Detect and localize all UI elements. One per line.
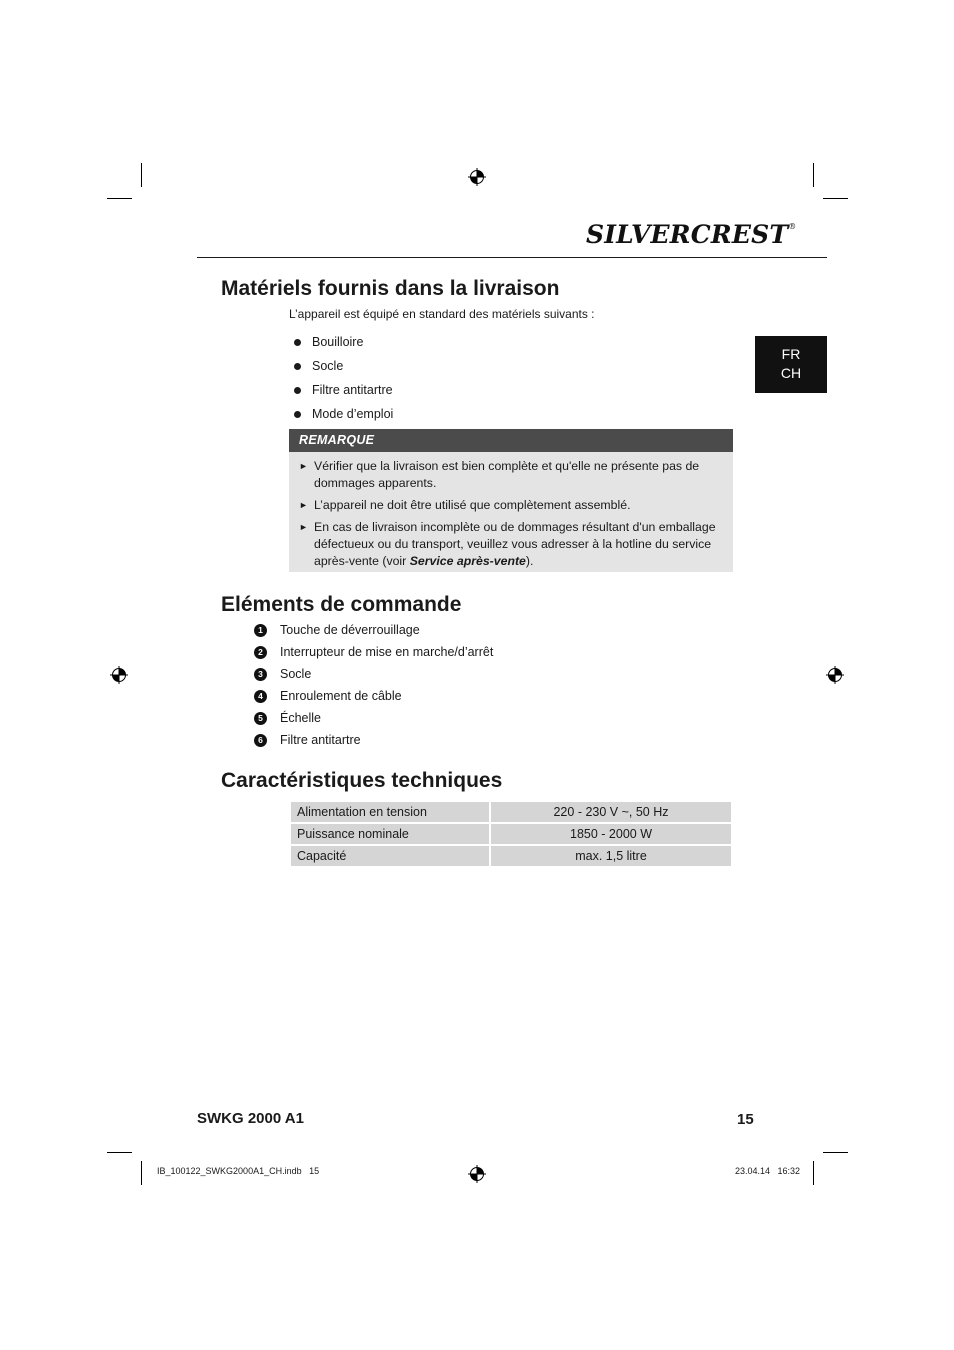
spec-key: Alimentation en tension [291, 802, 489, 822]
list-item [294, 330, 393, 354]
note-item [299, 458, 719, 492]
service-reference: Service après-vente [409, 554, 526, 568]
list-item [294, 402, 393, 426]
note-item-body [314, 519, 719, 570]
registration-mark-icon [110, 666, 128, 684]
part-number-badge: 1 [254, 624, 267, 637]
crop-mark [107, 198, 132, 199]
list-item-label: Bouilloire [312, 335, 364, 349]
part-label: Enroulement de câble [280, 689, 402, 703]
list-item [254, 619, 493, 641]
section-title-controls: Eléments de commande [221, 593, 462, 616]
section-title-specs: Caractéristiques techniques [221, 769, 503, 792]
part-number-badge: 3 [254, 668, 267, 681]
list-item [254, 685, 493, 707]
crop-mark [141, 1161, 142, 1185]
note-item-text: Vérifier que la livraison est bien complète et qu'elle ne présente pas de dommages apparents. [314, 459, 700, 490]
part-label: Touche de déverrouillage [280, 623, 420, 637]
brand-logo [586, 220, 796, 249]
note-item-text: L’appareil ne doit être utilisé que complètement assemblé. [314, 498, 631, 512]
note-title: REMARQUE [289, 429, 733, 452]
bullet-icon [294, 411, 301, 418]
crop-mark [823, 1152, 848, 1153]
crop-mark [823, 198, 848, 199]
specs-table [289, 800, 733, 868]
part-label: Filtre antitartre [280, 733, 361, 747]
arrow-right-icon: ► [299, 522, 308, 532]
language-tab [755, 336, 827, 393]
note-item [299, 519, 719, 570]
crop-mark [813, 1161, 814, 1185]
print-slug-file: IB_100122_SWKG2000A1_CH.indb 15 [157, 1166, 320, 1176]
arrow-right-icon: ► [299, 500, 308, 510]
list-item-label: Filtre antitartre [312, 383, 393, 397]
part-label: Échelle [280, 711, 321, 725]
footer-model: SWKG 2000 A1 [197, 1110, 304, 1127]
note-list [289, 452, 733, 570]
list-item [294, 354, 393, 378]
note-item-closing: ). [525, 554, 534, 568]
bullet-icon [294, 339, 301, 346]
spec-value: 1850 - 2000 W [491, 824, 731, 844]
spec-key: Capacité [291, 846, 489, 866]
brand-logo-text: SILVERCREST [586, 220, 789, 249]
controls-list [254, 619, 493, 751]
list-item-label: Socle [312, 359, 344, 373]
supplied-items-intro: L’appareil est équipé en standard des matériels suivants : [289, 307, 595, 321]
part-number-badge: 4 [254, 690, 267, 703]
registration-mark-icon [468, 1165, 486, 1183]
part-number-badge: 5 [254, 712, 267, 725]
language-tab-line1: FR [781, 346, 801, 362]
list-item [254, 729, 493, 751]
note-box [289, 429, 733, 572]
registration-mark-icon [826, 666, 844, 684]
table-row [291, 824, 731, 844]
spec-value: max. 1,5 litre [491, 846, 731, 866]
list-item [254, 663, 493, 685]
print-slug-date: 23.04.14 16:32 [735, 1166, 801, 1176]
part-label: Socle [280, 667, 312, 681]
part-number-badge: 2 [254, 646, 267, 659]
note-item [299, 497, 719, 514]
bullet-icon [294, 363, 301, 370]
bullet-icon [294, 387, 301, 394]
registration-mark-icon [468, 168, 486, 186]
page-number: 15 [737, 1111, 754, 1128]
arrow-right-icon: ► [299, 461, 308, 471]
list-item [294, 378, 393, 402]
spec-value: 220 - 230 V ~, 50 Hz [491, 802, 731, 822]
registered-mark: ® [788, 222, 797, 231]
list-item [254, 707, 493, 729]
table-row [291, 846, 731, 866]
supplied-items-list [294, 330, 393, 426]
part-number-badge: 6 [254, 734, 267, 747]
note-item-text: En cas de livraison incomplète ou de dommages résultant d'un emballage défectueux ou du transport, veuillez vous adresser à la hotline du service après-vente (voir [314, 520, 716, 568]
list-item [254, 641, 493, 663]
list-item-label: Mode d’emploi [312, 407, 394, 421]
crop-mark [813, 163, 814, 187]
section-title-supplied-items: Matériels fournis dans la livraison [221, 277, 560, 300]
crop-mark [107, 1152, 132, 1153]
part-label: Interrupteur de mise en marche/d’arrêt [280, 645, 494, 659]
crop-mark [141, 163, 142, 187]
header-rule [197, 257, 827, 258]
language-tab-line2: CH [780, 365, 802, 381]
spec-key: Puissance nominale [291, 824, 489, 844]
table-row [291, 802, 731, 822]
